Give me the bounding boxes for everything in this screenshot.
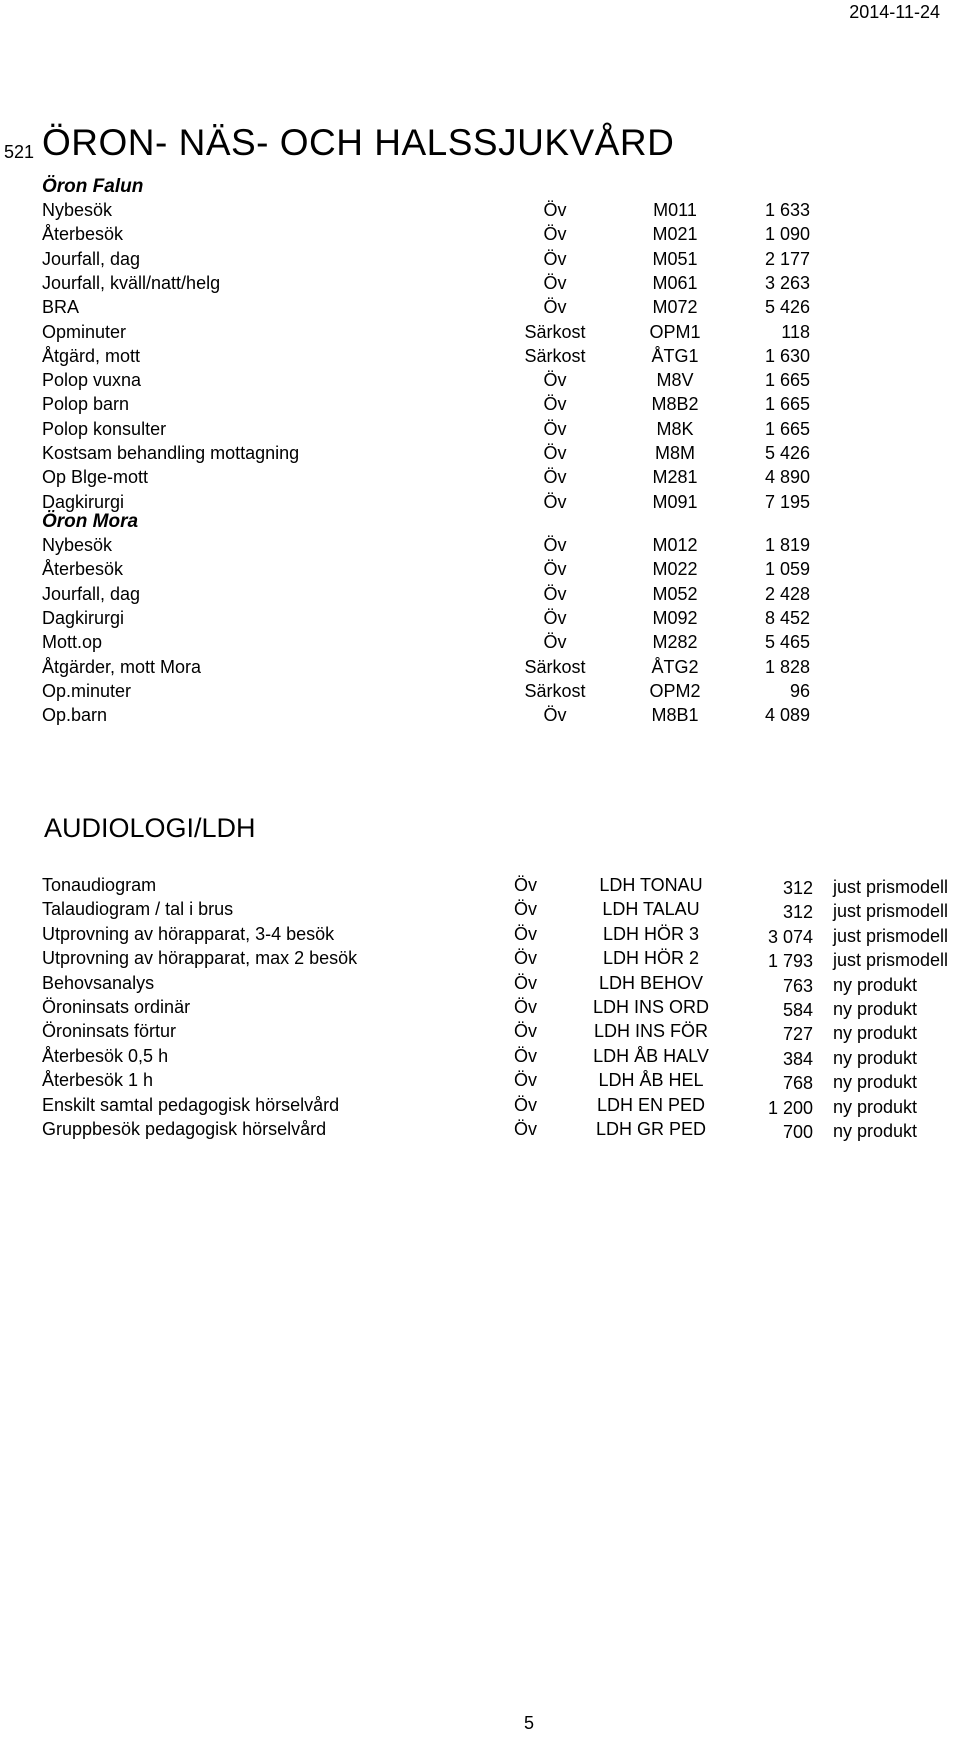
table-row [0, 559, 960, 583]
page-number: 5 [524, 1713, 535, 1733]
item-code: LDH EN PED [596, 1094, 706, 1115]
item-name: Utprovning av hörapparat, max 2 besök [42, 948, 358, 969]
item-price: 1 200 [767, 1097, 813, 1118]
item-type: Öv [543, 394, 567, 415]
item-price: 312 [782, 902, 813, 923]
item-name: Återbesök [42, 559, 124, 580]
item-price: 1 793 [767, 951, 813, 972]
item-price: 768 [782, 1073, 813, 1094]
item-type: Öv [514, 899, 538, 920]
item-code: M052 [652, 583, 698, 604]
table-row [0, 419, 960, 443]
item-note: just prismodell [833, 950, 949, 971]
item-type: Öv [514, 875, 538, 895]
item-code: M282 [652, 632, 698, 653]
item-code: OPM1 [649, 321, 701, 342]
item-code: M8B1 [651, 705, 699, 726]
table-row [0, 657, 960, 681]
table-row [0, 899, 960, 923]
table-row [0, 973, 960, 997]
item-type: Öv [514, 1119, 538, 1139]
item-price: 1 665 [764, 418, 810, 439]
item-price: 7 195 [764, 491, 810, 512]
item-name: Mott.op [42, 632, 103, 653]
item-price: 763 [782, 975, 813, 996]
item-name: Kostsam behandling mottagning [42, 443, 300, 463]
item-code: M8V [656, 370, 694, 391]
item-name: Polop barn [42, 394, 130, 415]
item-note: ny produkt [833, 999, 918, 1019]
table-row [0, 1070, 960, 1094]
item-name: Talaudiogram / tal i brus [42, 899, 234, 920]
item-type: Öv [543, 370, 567, 391]
item-code: M8B2 [651, 394, 699, 415]
item-type: Särkost [524, 656, 586, 677]
item-code: LDH HÖR 2 [602, 948, 700, 969]
item-code: M011 [653, 200, 697, 220]
item-code: LDH ÅB HALV [593, 1045, 709, 1066]
table-row [0, 924, 960, 948]
item-price: 118 [781, 321, 810, 342]
item-name: Op Blge-mott [42, 467, 149, 488]
item-price: 727 [782, 1024, 813, 1045]
item-name: Öroninsats förtur [42, 1021, 177, 1042]
item-note: just prismodell [833, 877, 949, 897]
item-price: 1 633 [764, 200, 810, 220]
item-type: Särkost [524, 680, 586, 701]
item-type: Öv [543, 491, 567, 512]
item-name: Nybesök [42, 200, 113, 220]
page-title: ÖRON- NÄS- OCH HALSSJUKVÅRD [42, 122, 675, 163]
item-price: 384 [782, 1048, 813, 1069]
table-row [0, 875, 960, 899]
item-name: Åtgärder, mott Mora [42, 656, 202, 677]
item-type: Öv [543, 200, 567, 220]
item-price: 3 074 [767, 926, 813, 947]
item-price: 5 426 [764, 443, 810, 463]
table-row [0, 249, 960, 273]
section-title-audiologi: AUDIOLOGI/LDH [44, 813, 256, 843]
item-price: 5 465 [764, 632, 810, 653]
item-code: M092 [652, 607, 698, 628]
item-price: 1 090 [764, 224, 810, 245]
item-name: Återbesök 1 h [42, 1070, 154, 1091]
item-type: Öv [543, 224, 567, 245]
item-code: M022 [652, 559, 698, 580]
item-type: Öv [543, 705, 567, 726]
table-row [0, 1119, 960, 1143]
item-name: BRA [42, 297, 80, 318]
item-price: 1 665 [764, 394, 810, 415]
table-row [0, 492, 960, 516]
item-name: Opminuter [42, 321, 127, 342]
group-heading: Öron Falun [42, 176, 144, 197]
item-type: Öv [514, 972, 538, 993]
item-name: Öroninsats ordinär [42, 997, 191, 1017]
item-note: ny produkt [833, 1096, 918, 1117]
item-price: 4 089 [764, 705, 810, 726]
item-price: 700 [782, 1122, 813, 1142]
item-name: Nybesök [42, 535, 113, 555]
item-name: Jourfall, kväll/natt/helg [42, 272, 221, 293]
item-name: Återbesök [42, 224, 124, 245]
item-price: 96 [789, 680, 810, 701]
item-price: 2 177 [764, 248, 810, 269]
item-type: Särkost [524, 321, 586, 342]
table-row [0, 608, 960, 632]
item-code: LDH TALAU [602, 899, 700, 920]
item-note: ny produkt [833, 1047, 918, 1068]
item-type: Öv [543, 443, 567, 463]
item-name: Polop konsulter [42, 418, 167, 439]
table-row [0, 370, 960, 394]
item-type: Öv [543, 297, 567, 318]
item-code: M281 [652, 467, 698, 488]
item-type: Öv [514, 923, 538, 944]
item-code: LDH ÅB HEL [598, 1070, 704, 1091]
item-code: ÅTG1 [651, 345, 699, 366]
item-price: 1 630 [764, 345, 810, 366]
item-type: Öv [543, 418, 567, 439]
item-type: Öv [543, 467, 567, 488]
item-type: Särkost [524, 345, 586, 366]
item-note: ny produkt [833, 1072, 918, 1093]
item-price: 5 426 [764, 297, 810, 318]
item-name: Behovsanalys [42, 972, 155, 993]
item-code: M091 [652, 491, 698, 512]
item-price: 1 059 [764, 559, 810, 580]
table-row [0, 273, 960, 297]
table-row [0, 224, 960, 248]
table-row [0, 584, 960, 608]
item-code: M012 [652, 535, 698, 555]
item-name: Dagkirurgi [42, 491, 125, 512]
item-type: Öv [514, 1070, 538, 1091]
item-name: Utprovning av hörapparat, 3-4 besök [42, 923, 335, 944]
item-price: 4 890 [764, 467, 810, 488]
item-code: M072 [652, 297, 698, 318]
table-row [0, 681, 960, 705]
item-code: OPM2 [649, 680, 701, 701]
table-row [0, 632, 960, 656]
item-price: 1 665 [764, 370, 810, 391]
item-code: M051 [652, 248, 698, 269]
table-row [0, 535, 960, 559]
item-name: Polop vuxna [42, 370, 142, 391]
item-note: ny produkt [833, 974, 918, 995]
table-row [0, 394, 960, 418]
item-name: Dagkirurgi [42, 607, 125, 628]
item-type: Öv [543, 535, 567, 555]
item-name: Op.barn [42, 705, 108, 726]
table-row [0, 200, 960, 224]
item-note: ny produkt [833, 1023, 918, 1044]
table-row [0, 1021, 960, 1045]
item-code: LDH GR PED [595, 1119, 707, 1139]
item-type: Öv [543, 248, 567, 269]
item-code: M021 [652, 224, 698, 245]
item-price: 8 452 [764, 607, 810, 628]
table-row [0, 467, 960, 491]
table-row [0, 1095, 960, 1119]
item-code: LDH BEHOV [598, 972, 704, 993]
item-name: Jourfall, dag [42, 248, 141, 269]
item-price: 3 263 [764, 272, 810, 293]
table-row [0, 297, 960, 321]
item-note: ny produkt [833, 1121, 918, 1141]
item-code: M8K [656, 418, 694, 439]
table-row [0, 997, 960, 1021]
table-row [0, 346, 960, 370]
item-code: LDH INS ORD [592, 997, 709, 1017]
item-name: Op.minuter [42, 680, 132, 701]
item-price: 584 [782, 1000, 813, 1020]
item-type: Öv [543, 272, 567, 293]
item-type: Öv [514, 1045, 538, 1066]
item-name: Tonaudiogram [42, 875, 157, 895]
item-type: Öv [543, 632, 567, 653]
item-name: Jourfall, dag [42, 583, 141, 604]
item-type: Öv [514, 1021, 538, 1042]
item-code: LDH HÖR 3 [602, 923, 700, 944]
item-type: Öv [514, 1094, 538, 1115]
item-price: 312 [782, 878, 813, 898]
item-price: 1 819 [764, 535, 810, 555]
table-row [0, 948, 960, 972]
group-heading: Öron Mora [42, 511, 139, 532]
item-type: Öv [514, 997, 538, 1017]
item-type: Öv [543, 607, 567, 628]
item-code: ÅTG2 [651, 656, 699, 677]
item-price: 1 828 [764, 656, 810, 677]
item-type: Öv [514, 948, 538, 969]
print-date: 2014-11-24 [849, 2, 940, 22]
item-name: Återbesök 0,5 h [42, 1045, 169, 1066]
item-note: just prismodell [833, 901, 949, 922]
item-code: M8M [655, 443, 695, 463]
section-number: 521 [4, 142, 35, 162]
item-name: Gruppbesök pedagogisk hörselvård [42, 1119, 327, 1139]
item-name: Åtgärd, mott [42, 345, 141, 366]
table-row [0, 1046, 960, 1070]
item-note: just prismodell [833, 925, 949, 946]
item-code: M061 [652, 272, 698, 293]
table-row [0, 443, 960, 467]
item-code: LDH TONAU [599, 875, 703, 895]
table-row [0, 322, 960, 346]
item-type: Öv [543, 559, 567, 580]
table-row [0, 705, 960, 729]
item-code: LDH INS FÖR [593, 1021, 708, 1042]
item-name: Enskilt samtal pedagogisk hörselvård [42, 1094, 340, 1115]
item-type: Öv [543, 583, 567, 604]
item-price: 2 428 [764, 583, 810, 604]
